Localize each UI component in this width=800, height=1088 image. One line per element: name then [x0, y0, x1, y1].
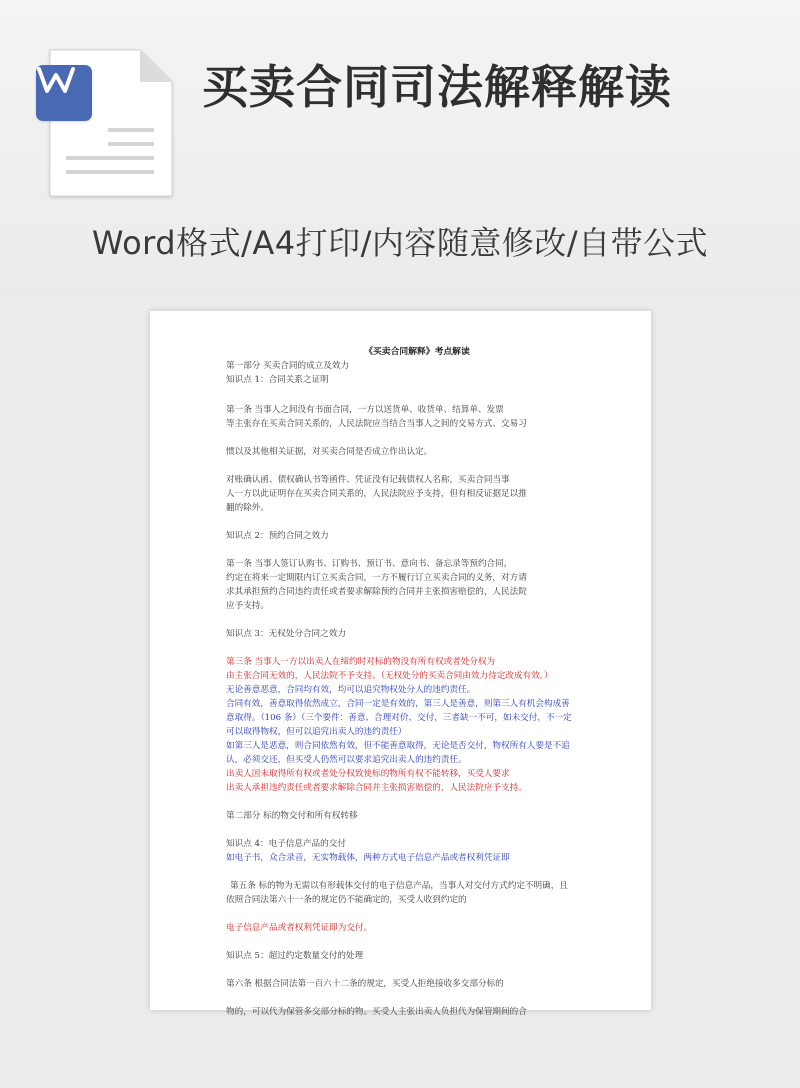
doc-line: 知识点 2：预约合同之效力	[226, 531, 329, 541]
doc-line: 如电子书，众合录音，无实物载体，两种方式电子信息产品或者权利凭证即	[226, 853, 510, 863]
page-title: 买卖合同司法解释解读	[202, 60, 672, 114]
doc-line: 无论善意恶意，合同均有效，均可以追究物权处分人的违约责任。	[226, 685, 476, 695]
doc-line: 物的，可以代为保管多交部分标的物。买受人主张出卖人负担代为保管期间的合	[226, 1007, 527, 1017]
doc-line: 求其承担预约合同违约责任或者要求解除预约合同并主张损害赔偿的，人民法院	[226, 587, 527, 597]
doc-line: 第六条 根据合同法第一百六十二条的规定，买受人拒绝接收多交部分标的	[226, 979, 504, 989]
document-title: 《买卖合同解释》考点解读	[364, 347, 470, 357]
doc-line: 知识点 4：电子信息产品的交付	[226, 839, 346, 849]
doc-line: 惯以及其他相关证据，对买卖合同是否成立作出认定。	[226, 447, 433, 457]
doc-line: 认，必须交还，但买受人仍然可以要求追究出卖人的违约责任。	[226, 755, 467, 765]
doc-line: 等主张存在买卖合同关系的，人民法院应当结合当事人之间的交易方式、交易习	[226, 419, 527, 429]
doc-line: 翻的除外。	[226, 503, 269, 513]
document-body	[226, 345, 586, 1019]
doc-line: 知识点 3：无权处分合同之效力	[226, 629, 346, 639]
page-subtitle: Word格式/A4打印/内容随意修改/自带公式	[91, 224, 709, 262]
word-icon	[36, 65, 92, 121]
doc-line: 第一条 当事人之间没有书面合同，一方以送货单、收货单、结算单、发票	[226, 405, 504, 415]
doc-line: 如第三人是恶意，则合同依然有效，但不能善意取得，无论是否交付，物权所有人要是不追	[226, 741, 570, 751]
doc-line: 知识点 1：合同关系之证明	[226, 375, 329, 385]
doc-line: 对账确认函、债权确认书等函件、凭证没有记载债权人名称，买卖合同当事	[226, 475, 510, 485]
doc-line: 出卖人承担违约责任或者要求解除合同并主张损害赔偿的，人民法院应予支持。	[226, 783, 527, 793]
doc-line: 由主张合同无效的，人民法院不予支持。（无权处分的买卖合同由效力待定改成有效。）	[226, 671, 553, 681]
doc-line: 可以取得物权，但可以追究出卖人的违约责任）	[226, 727, 407, 737]
doc-line: 出卖人因未取得所有权或者处分权致使标的物所有权不能转移，买受人要求	[226, 769, 510, 779]
doc-line: 约定在将来一定期限内订立买卖合同，一方不履行订立买卖合同的义务，对方请	[226, 573, 527, 583]
doc-line: 合同有效，善意取得依然成立，合同一定是有效的，第三人是善意，则第三人有机会构成善	[226, 699, 570, 709]
word-file-icon	[36, 48, 174, 198]
doc-line: 电子信息产品或者权利凭证即为交付。	[226, 923, 373, 933]
document-preview	[150, 311, 651, 1017]
doc-line: 第二部分 标的物交付和所有权转移	[226, 811, 358, 821]
doc-line: 第一部分 买卖合同的成立及效力	[226, 361, 350, 371]
doc-line: 第一条 当事人签订认购书、订购书、预订书、意向书、备忘录等预约合同，	[226, 559, 513, 569]
doc-line: 第三条 当事人一方以出卖人在缔约时对标的物没有所有权或者处分权为	[226, 657, 496, 667]
doc-line: 应予支持。	[226, 601, 269, 611]
doc-line: 意取得。（106 条）（三个要件：善意、合理对价、交付，三者缺一不可，如未交付，不一定	[226, 713, 572, 723]
doc-line: 依照合同法第六十一条的规定仍不能确定的，买受人收到约定的	[226, 895, 467, 905]
doc-line: 第五条 标的物为无需以有形载体交付的电子信息产品，当事人对交付方式约定不明确，且	[230, 881, 568, 891]
doc-line: 知识点 5：超过约定数量交付的处理	[226, 951, 364, 961]
doc-line: 人一方以此证明存在买卖合同关系的，人民法院应予支持，但有相反证据足以推	[226, 489, 527, 499]
